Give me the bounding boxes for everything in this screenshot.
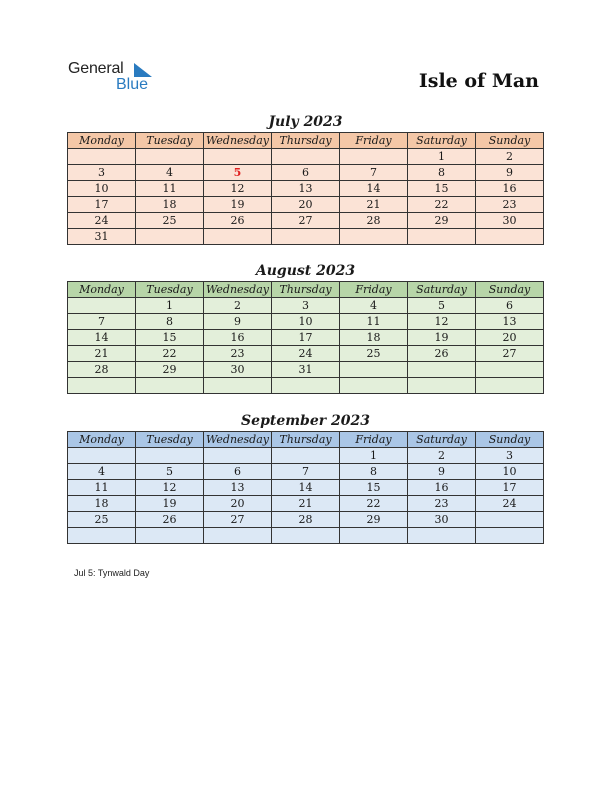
day-cell: 29 [136, 362, 204, 378]
logo-word-general: General [68, 60, 124, 77]
day-cell: 4 [340, 298, 408, 314]
day-cell: 7 [340, 165, 408, 181]
day-cell: 17 [68, 197, 136, 213]
day-cell: 29 [340, 512, 408, 528]
day-cell: 19 [408, 330, 476, 346]
day-cell: 18 [136, 197, 204, 213]
month-title: September 2023 [241, 413, 370, 429]
day-cell: 2 [204, 298, 272, 314]
empty-day-cell [68, 448, 136, 464]
week-row [68, 197, 544, 213]
month-title: July 2023 [268, 114, 343, 130]
day-cell: 8 [408, 165, 476, 181]
weekday-header-monday: Monday [68, 282, 136, 298]
day-cell: 17 [272, 330, 340, 346]
day-cell: 29 [408, 213, 476, 229]
day-cell: 13 [272, 181, 340, 197]
day-cell: 15 [136, 330, 204, 346]
week-row [68, 314, 544, 330]
weekday-header-thursday: Thursday [272, 282, 340, 298]
day-cell: 5 [136, 464, 204, 480]
day-cell: 12 [136, 480, 204, 496]
weekday-header-thursday: Thursday [272, 432, 340, 448]
day-cell: 15 [340, 480, 408, 496]
day-cell: 7 [68, 314, 136, 330]
day-cell: 1 [408, 149, 476, 165]
calendar-table [67, 132, 544, 245]
weekday-header-saturday: Saturday [408, 282, 476, 298]
day-cell: 2 [476, 149, 544, 165]
empty-day-cell [476, 378, 544, 394]
country-title: Isle of Man [418, 70, 539, 92]
day-cell: 6 [272, 165, 340, 181]
weekday-header-sunday: Sunday [476, 133, 544, 149]
day-cell: 22 [340, 496, 408, 512]
week-row [68, 496, 544, 512]
weekday-header-tuesday: Tuesday [136, 282, 204, 298]
day-cell: 1 [136, 298, 204, 314]
empty-day-cell [340, 149, 408, 165]
day-cell: 30 [204, 362, 272, 378]
empty-day-cell [136, 448, 204, 464]
day-cell: 25 [68, 512, 136, 528]
weekday-header-saturday: Saturday [408, 432, 476, 448]
day-cell: 12 [204, 181, 272, 197]
week-row [68, 448, 544, 464]
weekday-header-wednesday: Wednesday [204, 282, 272, 298]
month-block-august [67, 261, 544, 394]
day-cell: 2 [408, 448, 476, 464]
day-cell: 14 [272, 480, 340, 496]
day-cell: 26 [408, 346, 476, 362]
weekday-header-tuesday: Tuesday [136, 432, 204, 448]
day-cell: 5 [204, 165, 272, 181]
logo-word-blue: Blue [116, 76, 149, 93]
week-row [68, 362, 544, 378]
day-cell: 27 [204, 512, 272, 528]
day-cell: 4 [136, 165, 204, 181]
month-block-september [67, 411, 544, 544]
empty-day-cell [136, 528, 204, 544]
day-cell: 23 [476, 197, 544, 213]
day-cell: 12 [408, 314, 476, 330]
empty-day-cell [408, 229, 476, 245]
day-cell: 17 [476, 480, 544, 496]
empty-day-cell [272, 378, 340, 394]
week-row [68, 330, 544, 346]
empty-day-cell [204, 528, 272, 544]
empty-day-cell [408, 528, 476, 544]
day-cell: 14 [340, 181, 408, 197]
empty-day-cell [340, 528, 408, 544]
day-cell: 4 [68, 464, 136, 480]
weekday-header-friday: Friday [340, 432, 408, 448]
day-cell: 21 [68, 346, 136, 362]
week-row [68, 346, 544, 362]
day-cell: 25 [136, 213, 204, 229]
day-cell: 27 [272, 213, 340, 229]
empty-day-cell [476, 528, 544, 544]
week-row [68, 464, 544, 480]
holiday-notes: Jul 5: Tynwald Day [74, 568, 150, 578]
weekday-header-sunday: Sunday [476, 282, 544, 298]
day-cell: 25 [340, 346, 408, 362]
day-cell: 6 [204, 464, 272, 480]
weekday-header-friday: Friday [340, 282, 408, 298]
day-cell: 28 [272, 512, 340, 528]
weekday-header-row [68, 282, 544, 298]
day-cell: 30 [408, 512, 476, 528]
empty-day-cell [68, 149, 136, 165]
day-cell: 7 [272, 464, 340, 480]
weekday-header-monday: Monday [68, 432, 136, 448]
day-cell: 8 [136, 314, 204, 330]
day-cell: 10 [476, 464, 544, 480]
day-cell: 8 [340, 464, 408, 480]
day-cell: 23 [204, 346, 272, 362]
empty-day-cell [340, 378, 408, 394]
day-cell: 3 [476, 448, 544, 464]
empty-day-cell [204, 149, 272, 165]
weekday-header-monday: Monday [68, 133, 136, 149]
day-cell: 13 [476, 314, 544, 330]
day-cell: 3 [68, 165, 136, 181]
calendar-table [67, 431, 544, 544]
day-cell: 19 [136, 496, 204, 512]
day-cell: 5 [408, 298, 476, 314]
day-cell: 24 [272, 346, 340, 362]
empty-day-cell [204, 378, 272, 394]
weekday-header-thursday: Thursday [272, 133, 340, 149]
day-cell: 22 [408, 197, 476, 213]
day-cell: 13 [204, 480, 272, 496]
day-cell: 20 [476, 330, 544, 346]
day-cell: 11 [136, 181, 204, 197]
empty-day-cell [204, 448, 272, 464]
week-row [68, 298, 544, 314]
day-cell: 10 [272, 314, 340, 330]
empty-day-cell [340, 362, 408, 378]
day-cell: 30 [476, 213, 544, 229]
month-block-july [67, 112, 544, 245]
day-cell: 6 [476, 298, 544, 314]
day-cell: 26 [136, 512, 204, 528]
empty-day-cell [476, 362, 544, 378]
day-cell: 18 [68, 496, 136, 512]
empty-day-cell [408, 378, 476, 394]
week-row [68, 149, 544, 165]
calendar-table [67, 281, 544, 394]
week-row [68, 229, 544, 245]
day-cell: 15 [408, 181, 476, 197]
day-cell: 9 [204, 314, 272, 330]
empty-day-cell [272, 149, 340, 165]
empty-day-cell [340, 229, 408, 245]
day-cell: 22 [136, 346, 204, 362]
day-cell: 20 [272, 197, 340, 213]
day-cell: 10 [68, 181, 136, 197]
week-row [68, 165, 544, 181]
weekday-header-tuesday: Tuesday [136, 133, 204, 149]
weekday-header-friday: Friday [340, 133, 408, 149]
day-cell: 19 [204, 197, 272, 213]
empty-day-cell [68, 528, 136, 544]
empty-day-cell [136, 149, 204, 165]
day-cell: 16 [408, 480, 476, 496]
week-row [68, 528, 544, 544]
empty-day-cell [476, 512, 544, 528]
empty-day-cell [68, 378, 136, 394]
day-cell: 9 [408, 464, 476, 480]
weekday-header-saturday: Saturday [408, 133, 476, 149]
day-cell: 18 [340, 330, 408, 346]
week-row [68, 480, 544, 496]
weekday-header-sunday: Sunday [476, 432, 544, 448]
weekday-header-wednesday: Wednesday [204, 133, 272, 149]
weekday-header-row [68, 133, 544, 149]
empty-day-cell [136, 378, 204, 394]
empty-day-cell [68, 298, 136, 314]
day-cell: 21 [340, 197, 408, 213]
day-cell: 14 [68, 330, 136, 346]
empty-day-cell [476, 229, 544, 245]
week-row [68, 213, 544, 229]
day-cell: 21 [272, 496, 340, 512]
day-cell: 1 [340, 448, 408, 464]
empty-day-cell [272, 448, 340, 464]
day-cell: 3 [272, 298, 340, 314]
week-row [68, 512, 544, 528]
day-cell: 24 [68, 213, 136, 229]
day-cell: 31 [272, 362, 340, 378]
empty-day-cell [272, 229, 340, 245]
day-cell: 28 [340, 213, 408, 229]
empty-day-cell [204, 229, 272, 245]
day-cell: 20 [204, 496, 272, 512]
day-cell: 11 [68, 480, 136, 496]
week-row [68, 181, 544, 197]
empty-day-cell [272, 528, 340, 544]
day-cell: 24 [476, 496, 544, 512]
weekday-header-wednesday: Wednesday [204, 432, 272, 448]
empty-day-cell [136, 229, 204, 245]
logo-triangle-icon [134, 63, 152, 77]
day-cell: 16 [476, 181, 544, 197]
weekday-header-row [68, 432, 544, 448]
day-cell: 11 [340, 314, 408, 330]
month-title: August 2023 [255, 263, 356, 279]
day-cell: 23 [408, 496, 476, 512]
generalblue-logo [68, 60, 168, 96]
day-cell: 9 [476, 165, 544, 181]
day-cell: 27 [476, 346, 544, 362]
day-cell: 16 [204, 330, 272, 346]
day-cell: 26 [204, 213, 272, 229]
week-row [68, 378, 544, 394]
day-cell: 28 [68, 362, 136, 378]
day-cell: 31 [68, 229, 136, 245]
empty-day-cell [408, 362, 476, 378]
